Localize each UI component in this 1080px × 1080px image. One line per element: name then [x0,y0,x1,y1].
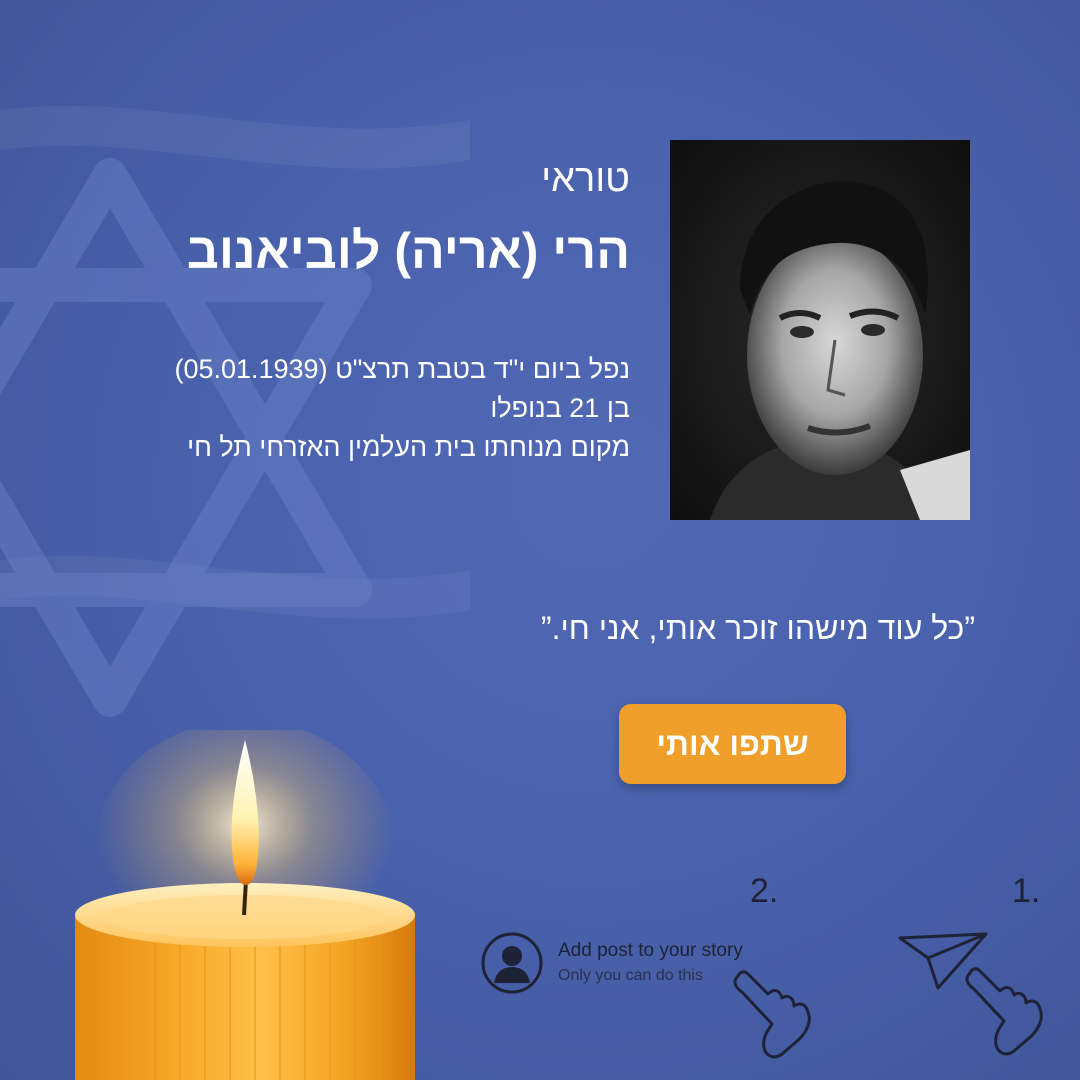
soldier-portrait [670,140,970,520]
date-of-fall: נפל ביום י"ד בטבת תרצ"ט (05.01.1939) [174,354,630,384]
add-to-story-sublabel: Only you can do this [558,967,703,984]
age-at-fall: בן 21 בנופלו [490,393,630,423]
step-number-2: 2. [750,872,779,910]
person-avatar-icon [480,931,544,995]
share-button[interactable]: שתפו אותי [619,704,846,784]
pointing-hand-icon [960,965,1050,1060]
soldier-details [10,350,630,467]
pointing-hand-icon [728,968,818,1063]
soldier-name: הרי (אריה) לוביאנוב [186,223,630,279]
soldier-rank: טוראי [541,158,630,200]
memorial-candle [60,730,430,1080]
add-to-story-label: Add post to your story [558,940,743,961]
step-number-1: 1. [1012,872,1041,910]
memorial-quote: ”כל עוד מישהו זוכר אותי, אני חי.” [540,610,975,646]
burial-place: מקום מנוחתו בית העלמין האזרחי תל חי [187,432,630,462]
